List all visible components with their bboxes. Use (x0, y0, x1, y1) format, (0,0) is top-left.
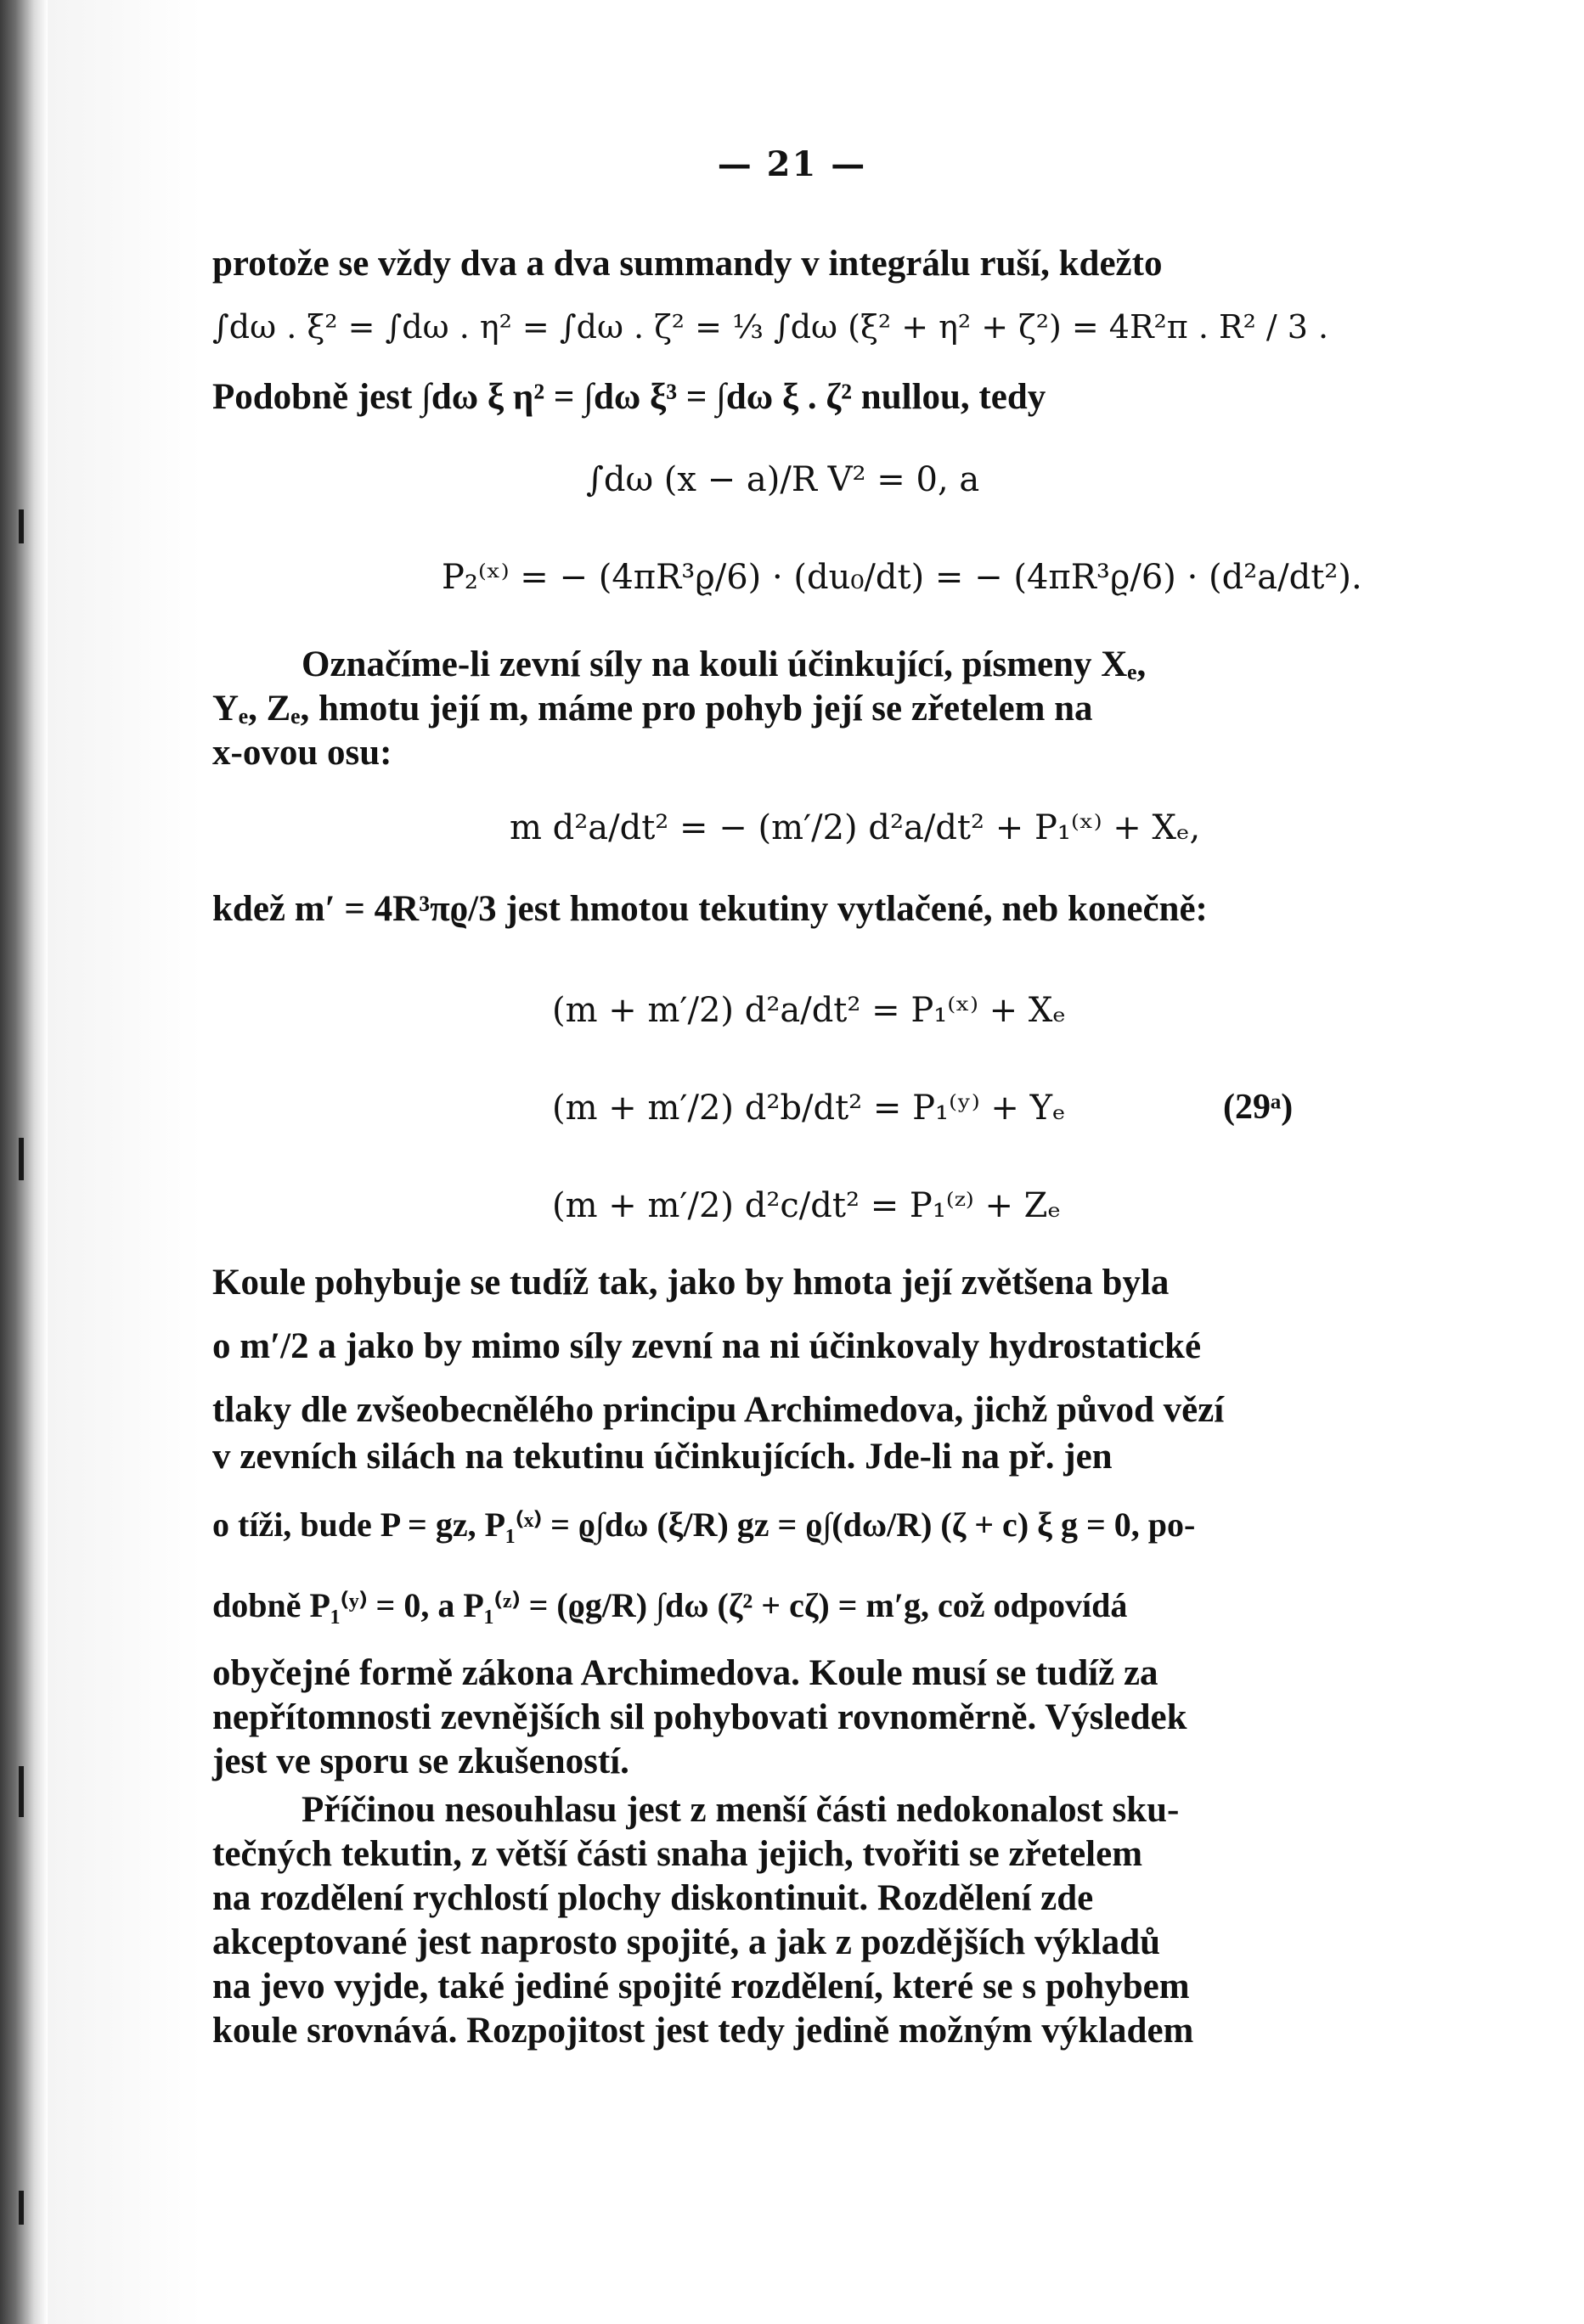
text-line: protože se vždy dva a dva summandy v integrálu ruší, kdežto (212, 244, 1163, 284)
text-line: kdež m′ = 4R³πϱ/3 jest hmotou tekutiny vytlačené, neb konečně: (212, 889, 1208, 929)
text-line: dobně P₁⁽ʸ⁾ = 0, a P₁⁽ᶻ⁾ = (ϱg/R) ∫dω (ζ² + cζ) = m′g, což odpovídá (212, 1586, 1128, 1624)
text-line: tečných tekutin, z větší části snaha jejich, tvořiti se zřetelem (212, 1834, 1143, 1874)
text-line: o tíži, bude P = gz, P₁⁽ˣ⁾ = ϱ∫dω (ξ/R) gz = ϱ∫(dω/R) (ζ + c) ξ g = 0, po- (212, 1505, 1196, 1544)
equation-system-z: (m + m′/2) d²c/dt² = P₁⁽ᶻ⁾ + Zₑ (552, 1186, 1061, 1225)
equation-integral: ∫dω (x − a)/R V² = 0, a (586, 460, 980, 499)
text-line: Koule pohybuje se tudíž tak, jako by hmota její zvětšena byla (212, 1263, 1170, 1303)
text-line: Podobně jest ∫dω ξ η² = ∫dω ξ³ = ∫dω ξ . ζ² nullou, tedy (212, 377, 1046, 417)
text-line: na jevo vyjde, také jediné spojité rozdělení, které se s pohybem (212, 1967, 1190, 2006)
binding-mark (19, 509, 24, 543)
binding-mark (19, 2191, 24, 2225)
text-line: nepřítomnosti zevnějších sil pohybovati rovnoměrně. Výsledek (212, 1697, 1187, 1737)
text-line: obyčejné formě zákona Archimedova. Koule musí se tudíž za (212, 1653, 1158, 1693)
text-line: o m′/2 a jako by mimo síly zevní na ni účinkovaly hydrostatické (212, 1326, 1202, 1366)
text-line: Příčinou nesouhlasu jest z menší části nedokonalost sku- (302, 1790, 1180, 1830)
scan-binding-edge (0, 0, 48, 2324)
text-line: jest ve sporu se zkušeností. (212, 1742, 629, 1781)
text-line: tlaky dle zvšeobecnělého principu Archimedova, jichž původ vězí (212, 1390, 1225, 1430)
binding-mark (19, 1766, 24, 1817)
equation-motion: m d²a/dt² = − (m′/2) d²a/dt² + P₁⁽ˣ⁾ + Xₑ, (510, 808, 1201, 847)
text-line: na rozdělení rychlostí plochy diskontinuit. Rozdělení zde (212, 1878, 1094, 1918)
text-line: Yₑ, Zₑ, hmotu její m, máme pro pohyb její se zřetelem na (212, 689, 1093, 729)
text-line: x-ovou osu: (212, 733, 392, 773)
equation-p2: P₂⁽ˣ⁾ = − (4πR³ϱ/6) · (du₀/dt) = − (4πR³ϱ/6) · (d²a/dt²). (442, 558, 1362, 597)
text-line: koule srovnává. Rozpojitost jest tedy jedině možným výkladem (212, 2011, 1194, 2051)
equation-number: (29ᵃ) (1223, 1088, 1294, 1127)
page-number: — 21 — (717, 144, 867, 184)
text-line: Označíme-li zevní síly na kouli účinkující, písmeny Xₑ, (302, 644, 1147, 684)
text-line: v zevních silách na tekutinu účinkujících. Jde-li na př. jen (212, 1437, 1113, 1477)
text-line: akceptované jest naprosto spojité, a jak z pozdějších výkladů (212, 1922, 1161, 1962)
binding-mark (19, 1138, 24, 1180)
equation: ∫dω . ξ² = ∫dω . η² = ∫dω . ζ² = ⅓ ∫dω (ξ² + η² + ζ²) = 4R²π . R² / 3 . (212, 308, 1329, 346)
equation-system-x: (m + m′/2) d²a/dt² = P₁⁽ˣ⁾ + Xₑ (552, 991, 1066, 1030)
equation-system-y: (m + m′/2) d²b/dt² = P₁⁽ʸ⁾ + Yₑ (552, 1089, 1066, 1128)
